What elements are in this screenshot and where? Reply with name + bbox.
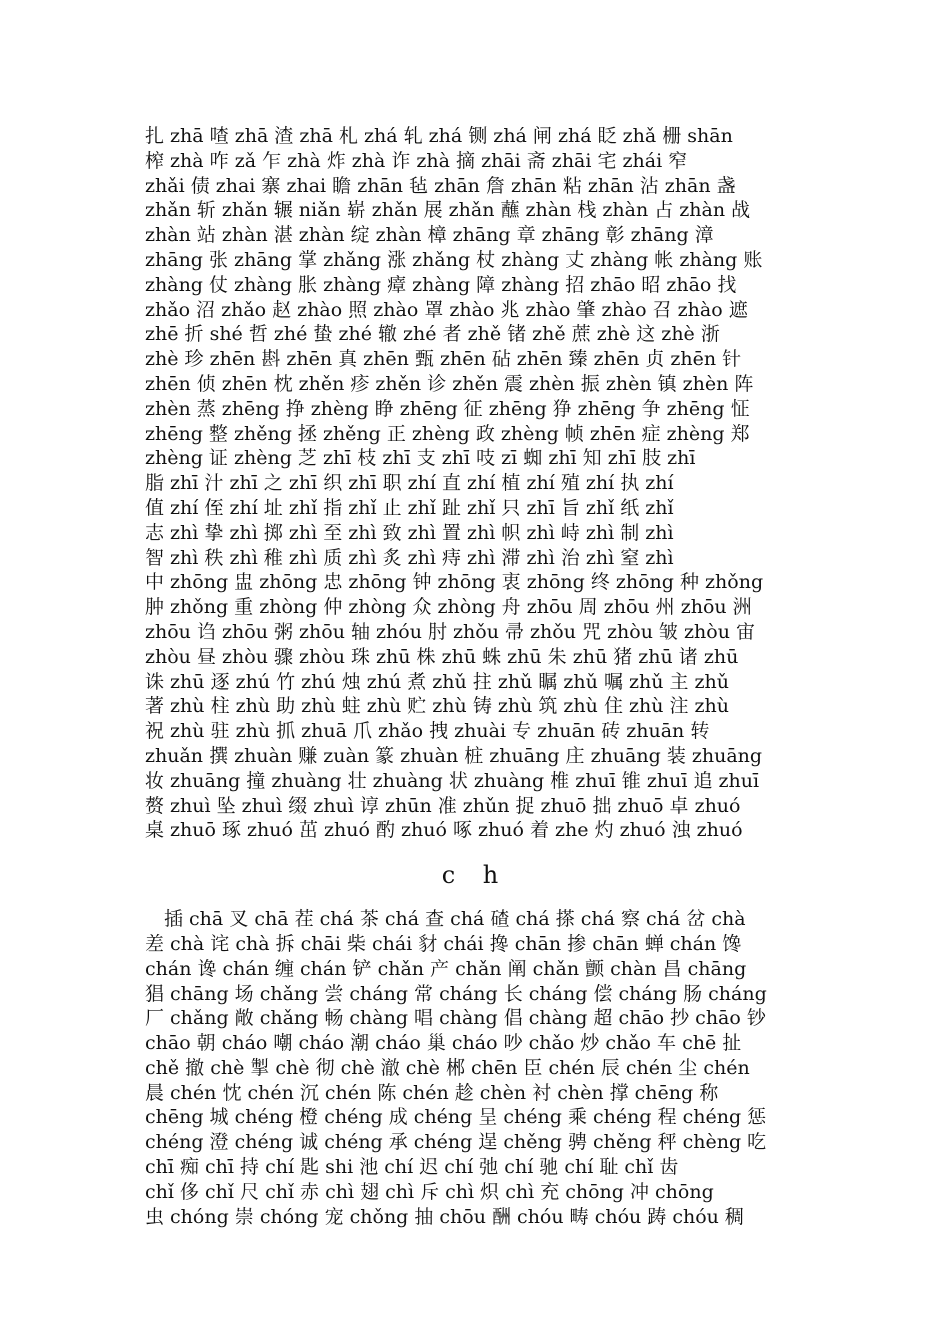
text-line: 榨 zhà 咋 zǎ 乍 zhà 炸 zhà 诈 zhà 摘 zhāi 斋 zhāi 宅 zhái 窄 [145,149,688,172]
text-line: 诛 zhū 逐 zhú 竹 zhú 烛 zhú 煮 zhǔ 拄 zhǔ 瞩 zhǔ 嘱 zhǔ 主 zhǔ [145,670,730,693]
text-line: 中 zhōng 盅 zhōng 忠 zhōng 钟 zhōng 衷 zhōng 终 zhōng 种 zhǒng [145,571,764,594]
text-line: zhàng 仗 zhàng 胀 zhàng 瘴 zhàng 障 zhàng 招 zhāo 昭 zhāo 找 [145,273,737,296]
text-line: 著 zhù 柱 zhù 助 zhù 蛀 zhù 贮 zhù 铸 zhù 筑 zhù 住 zhù 注 zhù [145,695,730,718]
text-line: chán 谗 chán 缠 chán 铲 chǎn 产 chǎn 阐 chǎn 颤 chàn 昌 chāng [145,957,747,980]
text-line: zhēng 整 zhěng 拯 zhěng 正 zhèng 政 zhèng 帧 zhēn 症 zhèng 郑 [145,422,750,445]
text-line: 猖 chāng 场 chǎng 尝 cháng 常 cháng 长 cháng 偿 cháng 肠 cháng [145,982,767,1005]
text-line: 值 zhí 侄 zhí 址 zhǐ 指 zhǐ 止 zhǐ 趾 zhǐ 只 zhī 旨 zhǐ 纸 zhǐ [145,496,674,519]
section-heading-ch: c h [441,861,509,890]
text-line: 扎 zhā 喳 zhā 渣 zhā 札 zhá 轧 zhá 铡 zhá 闸 zhá 眨 zhǎ 栅 shān [145,125,733,147]
text-line: zhèn 蒸 zhēng 挣 zhèng 睁 zhēng 征 zhēng 狰 zhēng 争 zhēng 怔 [145,397,750,420]
text-line: 妆 zhuāng 撞 zhuàng 壮 zhuàng 状 zhuàng 椎 zhuī 锥 zhuī 追 zhuī [145,769,760,792]
text-line: chēng 城 chéng 橙 chéng 成 chéng 呈 chéng 乘 chéng 程 chéng 惩 [145,1106,767,1129]
text-line: zhǎo 沼 zhǎo 赵 zhào 照 zhào 罩 zhào 兆 zhào 肇 zhào 召 zhào 遮 [145,298,748,321]
text-line: zhè 珍 zhēn 斟 zhēn 真 zhēn 甄 zhēn 砧 zhēn 臻 zhēn 贞 zhēn 针 [145,348,742,371]
text-line: 插 chā 叉 chā 茬 chá 茶 chá 查 chá 碴 chá 搽 chá 察 chá 岔 chà [145,908,746,931]
text-line: 桌 zhuō 琢 zhuó 茁 zhuó 酌 zhuó 啄 zhuó 着 zhe 灼 zhuó 浊 zhuó [145,819,743,842]
text-line: zhàn 站 zhàn 湛 zhàn 绽 zhàn 樟 zhāng 章 zhāng 彰 zhāng 漳 [145,224,714,247]
text-line: 智 zhì 秩 zhì 稚 zhì 质 zhì 炙 zhì 痔 zhì 滞 zhì 治 zhì 窒 zhì [145,546,674,569]
text-line: 肿 zhǒng 重 zhòng 仲 zhòng 众 zhòng 舟 zhōu 周 zhōu 州 zhōu 洲 [145,596,752,619]
text-line: zhōu 诌 zhōu 粥 zhōu 轴 zhóu 肘 zhǒu 帚 zhǒu 咒 zhòu 皱 zhòu 宙 [145,620,755,643]
text-line: zhāng 张 zhāng 掌 zhǎng 涨 zhǎng 杖 zhàng 丈 zhàng 帐 zhàng 账 [145,248,763,271]
text-line: 虫 chóng 崇 chóng 宠 chǒng 抽 chōu 酬 chóu 畴 chóu 踌 chóu 稠 [145,1205,744,1228]
text-line: 脂 zhī 汁 zhī 之 zhī 织 zhī 职 zhí 直 zhí 植 zhí 殖 zhí 执 zhí [145,472,674,495]
text-line: chī 痴 chī 持 chí 匙 shi 池 chí 迟 chí 弛 chí 驰 chí 耻 chǐ 齿 [145,1156,679,1179]
text-line: chě 撤 chè 掣 chè 彻 chè 澈 chè 郴 chēn 臣 chén 辰 chén 尘 chén [145,1056,750,1079]
text-line: chāo 朝 cháo 嘲 cháo 潮 cháo 巢 cháo 吵 chǎo 炒 chǎo 车 chē 扯 [145,1032,742,1055]
text-line: zhǎi 债 zhai 寨 zhai 瞻 zhān 毡 zhān 詹 zhān 粘 zhān 沾 zhān 盏 [145,174,736,197]
text-line: chǐ 侈 chǐ 尺 chǐ 赤 chì 翅 chì 斥 chì 炽 chì 充 chōng 冲 chōng [145,1180,714,1203]
pinyin-list-ch [145,907,805,1229]
text-line: 晨 chén 忱 chén 沉 chén 陈 chén 趁 chèn 衬 chèn 撑 chēng 称 [145,1081,719,1104]
text-line: zhèng 证 zhèng 芝 zhī 枝 zhī 支 zhī 吱 zī 蜘 zhī 知 zhī 肢 zhī [145,447,696,470]
text-line: zhēn 侦 zhēn 枕 zhěn 疹 zhěn 诊 zhěn 震 zhèn 振 zhèn 镇 zhèn 阵 [145,372,754,395]
text-line: chéng 澄 chéng 诚 chéng 承 chéng 逞 chěng 骋 chěng 秤 chèng 吃 [145,1131,767,1154]
text-line: 志 zhì 挚 zhì 掷 zhì 至 zhì 致 zhì 置 zhì 帜 zhì 峙 zhì 制 zhì [145,521,674,544]
text-line: 厂 chǎng 敞 chǎng 畅 chàng 唱 chàng 倡 chàng 超 chāo 抄 chāo 钞 [145,1007,766,1030]
text-line: 祝 zhù 驻 zhù 抓 zhuā 爪 zhǎo 拽 zhuài 专 zhuān 砖 zhuān 转 [145,720,710,743]
text-line: zhòu 昼 zhòu 骤 zhòu 珠 zhū 株 zhū 蛛 zhū 朱 zhū 猪 zhū 诸 zhū [145,645,739,668]
text-line: 差 chà 诧 chà 拆 chāi 柴 chái 豺 chái 搀 chān 掺 chān 蝉 chán 馋 [145,932,742,955]
text-line: 赘 zhuì 坠 zhuì 缀 zhuì 谆 zhūn 准 zhǔn 捉 zhuō 拙 zhuō 卓 zhuó [145,794,741,817]
text-line: zhē 折 shé 哲 zhé 蛰 zhé 辙 zhé 者 zhě 锗 zhě 蔗 zhè 这 zhè 浙 [145,323,720,346]
pinyin-list-zh [145,124,805,843]
text-line: zhǎn 斩 zhǎn 辗 niǎn 崭 zhǎn 展 zhǎn 蘸 zhàn 栈 zhàn 占 zhàn 战 [145,199,751,222]
document-page [145,124,805,1229]
text-line: zhuǎn 撰 zhuàn 赚 zuàn 篆 zhuàn 桩 zhuāng 庄 zhuāng 装 zhuāng [145,744,763,767]
